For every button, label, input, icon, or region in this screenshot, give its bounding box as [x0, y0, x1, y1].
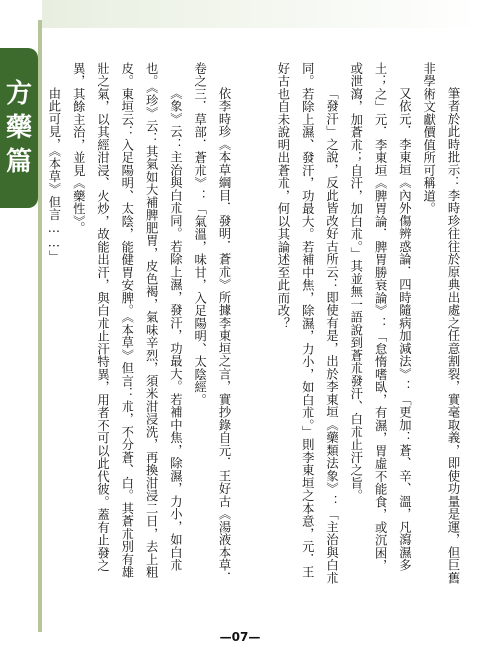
text-column-right — [269, 62, 465, 584]
page-number: —07— — [219, 630, 261, 644]
chapter-tab-char: 藥 — [5, 113, 32, 143]
text-column-left — [40, 62, 236, 584]
paragraph: 《象》云：主治與白朮同。若除上濕，發汗，功最大。若補中焦，除濕，力小，如白朮也。《珍》云：其氣如大補脾肥胃，皮色褐，氣味辛烈，須米泔浸洗，再換泔浸二日，去上粗皮。東垣云：入足陽明、太陰，能健胃安脾。《本草》但言：朮，不分蒼、白。其蒼朮別有雄壯之氣，以其經泔浸、火炒，故能出汗，與白朮止汗特異，用者不可以此代彼。蓋有止發之異，其餘主治，並見《藥性》。 — [71, 62, 183, 579]
paragraph: 筆者於此時批示：李時珍往往於原典出處之任意割裂，實毫取義，即使功量是運，但巨舊非學術文獻價值所可稱道。 — [421, 62, 460, 584]
paragraph: 依李時珍《本草綱目．發明．蒼朮》所據李東垣之言，實抄錄自元．王好古《湯液本草．卷之三．草部．蒼朮》：「氣溫，味甘，入足陽明、太陰經。 — [192, 62, 231, 584]
chapter-tab-char: 篇 — [5, 147, 32, 177]
header-band — [42, 0, 480, 28]
chapter-tab — [0, 48, 38, 208]
paragraph: 「發汗」之說，反此皆改好古所云：即使有是，出於李東垣《藥類法象》：「主治與白朮同。若除上濕、發汗，功最大。若補中焦，除濕，力小，如白朮。」則李東垣之本意，元．王好古也自未說明出蒼朮，何以其論述至此而改？ — [275, 62, 339, 584]
paragraph: 由此可見，《本草》但言……」 — [46, 86, 61, 263]
paragraph — [269, 62, 271, 584]
paragraph — [40, 62, 42, 584]
paragraph: 又依元．李東垣《內外傷辨惑論．四時隨病加減法》：「更加：蒼、辛、溫，凡瀉濕多土；之」元．李東垣《脾胃論．脾胃勝衰論》：「怠惰嗜臥，有濕，胃虛不能食，或沉困，或泄瀉，加蒼朮；自汗，加白朮。」其並無一語說到蒼朮發汗、白朮止汗之旨。 — [348, 62, 412, 572]
chapter-tab-char: 方 — [5, 79, 32, 109]
